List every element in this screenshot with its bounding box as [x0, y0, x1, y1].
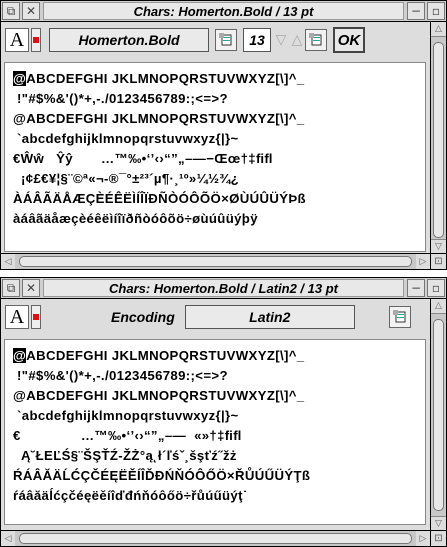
horizontal-scroll-thumb[interactable] — [19, 256, 412, 267]
char-row[interactable]: @ABCDEFGHI JKLMNOPQRSTUVWXYZ[\]^_ — [13, 71, 305, 86]
back-icon[interactable]: ⧉ — [2, 279, 20, 297]
toolbar — [1, 299, 430, 335]
close-icon[interactable]: ✕ — [22, 279, 40, 297]
vertical-scroll-thumb[interactable] — [433, 42, 444, 238]
toolbar — [1, 22, 430, 58]
scroll-up-icon[interactable]: △ — [431, 299, 446, 314]
char-row[interactable]: € …™‰•‘’‹›“”„–— «»†‡ﬁﬂ — [13, 428, 242, 443]
menu-icon — [393, 310, 407, 324]
char-row[interactable]: ŕáâăäĺćçčéęëěíîďđńňóôőö÷řůúűüýţ˙ — [13, 488, 248, 503]
char-row[interactable]: Ą˘ŁEĽŚ§¨ŠŞŤŹ-ŽŻ°ą˛ł´ľśˇ¸šşťź˝žż — [13, 448, 237, 463]
size-menu-button[interactable] — [305, 29, 327, 51]
back-icon[interactable]: ⧉ — [2, 2, 20, 20]
scroll-left-icon[interactable]: ◁ — [1, 254, 15, 269]
iconise-icon[interactable]: − — [407, 279, 425, 297]
toggle-icon[interactable] — [31, 28, 41, 52]
char-row[interactable]: `abcdefghijklmnopqrstuvwxyz{|}~ — [13, 408, 239, 423]
char-row[interactable]: ŔÁÂĂÄĹĆÇČÉĘËĚÍÎĎĐŃŇÓÔŐÖ×ŘŮÚŰÜÝŢß — [13, 468, 311, 483]
char-row[interactable]: ÀÁÂÃÄÅÆÇÈÉÊËÌÍÎÏÐÑÒÓÔÕÖ×ØÙÚÛÜÝÞß — [13, 191, 306, 206]
character-grid[interactable] — [4, 339, 426, 525]
toggle-icon[interactable] — [31, 305, 41, 329]
horizontal-scrollbar[interactable] — [1, 530, 446, 546]
chars-window-main — [0, 0, 447, 270]
vertical-scrollbar[interactable] — [430, 22, 446, 254]
encoding-label: Encoding — [111, 309, 175, 325]
scroll-left-icon[interactable]: ◁ — [1, 531, 15, 546]
vertical-scroll-thumb[interactable] — [433, 319, 444, 511]
scroll-down-icon[interactable]: ▽ — [431, 516, 446, 531]
char-row[interactable]: àáâãäåæçèéêëìíîïðñòóôõö÷øùúûüýþÿ — [13, 211, 258, 226]
ok-button[interactable]: OK — [333, 27, 365, 53]
window-title[interactable]: Chars: Homerton.Bold / Latin2 / 13 pt — [43, 279, 404, 297]
vertical-scrollbar[interactable] — [430, 299, 446, 531]
scroll-down-icon[interactable]: ▽ — [431, 239, 446, 254]
encoding-menu-button[interactable] — [389, 306, 411, 328]
size-decrement-icon[interactable]: ▽ — [275, 32, 287, 48]
char-row[interactable]: `abcdefghijklmnopqrstuvwxyz{|}~ — [13, 131, 239, 146]
char-row[interactable]: !"#$%&'()*+,-./0123456789:;<=>? — [13, 91, 228, 106]
size-field[interactable]: 13 — [243, 28, 271, 52]
font-icon[interactable]: A — [5, 305, 29, 329]
toggle-size-icon[interactable]: ▫ — [427, 279, 445, 297]
char-row[interactable]: !"#$%&'()*+,-./0123456789:;<=>? — [13, 368, 228, 383]
title-bar[interactable] — [1, 278, 446, 299]
font-icon[interactable]: A — [5, 28, 29, 52]
horizontal-scroll-thumb[interactable] — [19, 533, 412, 544]
font-menu-button[interactable] — [215, 29, 237, 51]
char-row[interactable]: €Ŵŵ Ŷŷ …™‰•‘’‹›“”„–—−Œœ†‡ﬁﬂ — [13, 151, 273, 166]
scroll-right-icon[interactable]: ▷ — [416, 531, 430, 546]
char-row[interactable]: @ABCDEFGHI JKLMNOPQRSTUVWXYZ[\]^_ — [13, 348, 305, 363]
encoding-field: Latin2 — [185, 305, 355, 329]
menu-icon — [219, 33, 233, 47]
size-increment-icon[interactable]: △ — [291, 32, 303, 48]
scroll-right-icon[interactable]: ▷ — [416, 254, 430, 269]
resize-icon[interactable]: ⊡ — [430, 530, 446, 546]
horizontal-scrollbar[interactable] — [1, 253, 446, 269]
resize-icon[interactable]: ⊡ — [430, 253, 446, 269]
window-title[interactable]: Chars: Homerton.Bold / 13 pt — [43, 2, 404, 20]
selected-char[interactable]: @ — [13, 348, 27, 363]
scroll-up-icon[interactable]: △ — [431, 22, 446, 37]
chars-window-latin2 — [0, 277, 447, 547]
menu-icon — [309, 33, 323, 47]
iconise-icon[interactable]: − — [407, 2, 425, 20]
character-grid[interactable] — [4, 62, 426, 252]
char-row[interactable]: @ABCDEFGHI JKLMNOPQRSTUVWXYZ[\]^_ — [13, 111, 305, 126]
selected-char[interactable]: @ — [13, 71, 27, 86]
close-icon[interactable]: ✕ — [22, 2, 40, 20]
font-name-field: Homerton.Bold — [49, 28, 209, 52]
char-row[interactable]: ¡¢£€¥¦§¨©ª«¬-®¯°±²³´µ¶·¸¹º»¼½¾¿ — [13, 171, 240, 186]
title-bar[interactable] — [1, 1, 446, 22]
char-row[interactable]: @ABCDEFGHI JKLMNOPQRSTUVWXYZ[\]^_ — [13, 388, 305, 403]
toggle-size-icon[interactable]: ▫ — [427, 2, 445, 20]
